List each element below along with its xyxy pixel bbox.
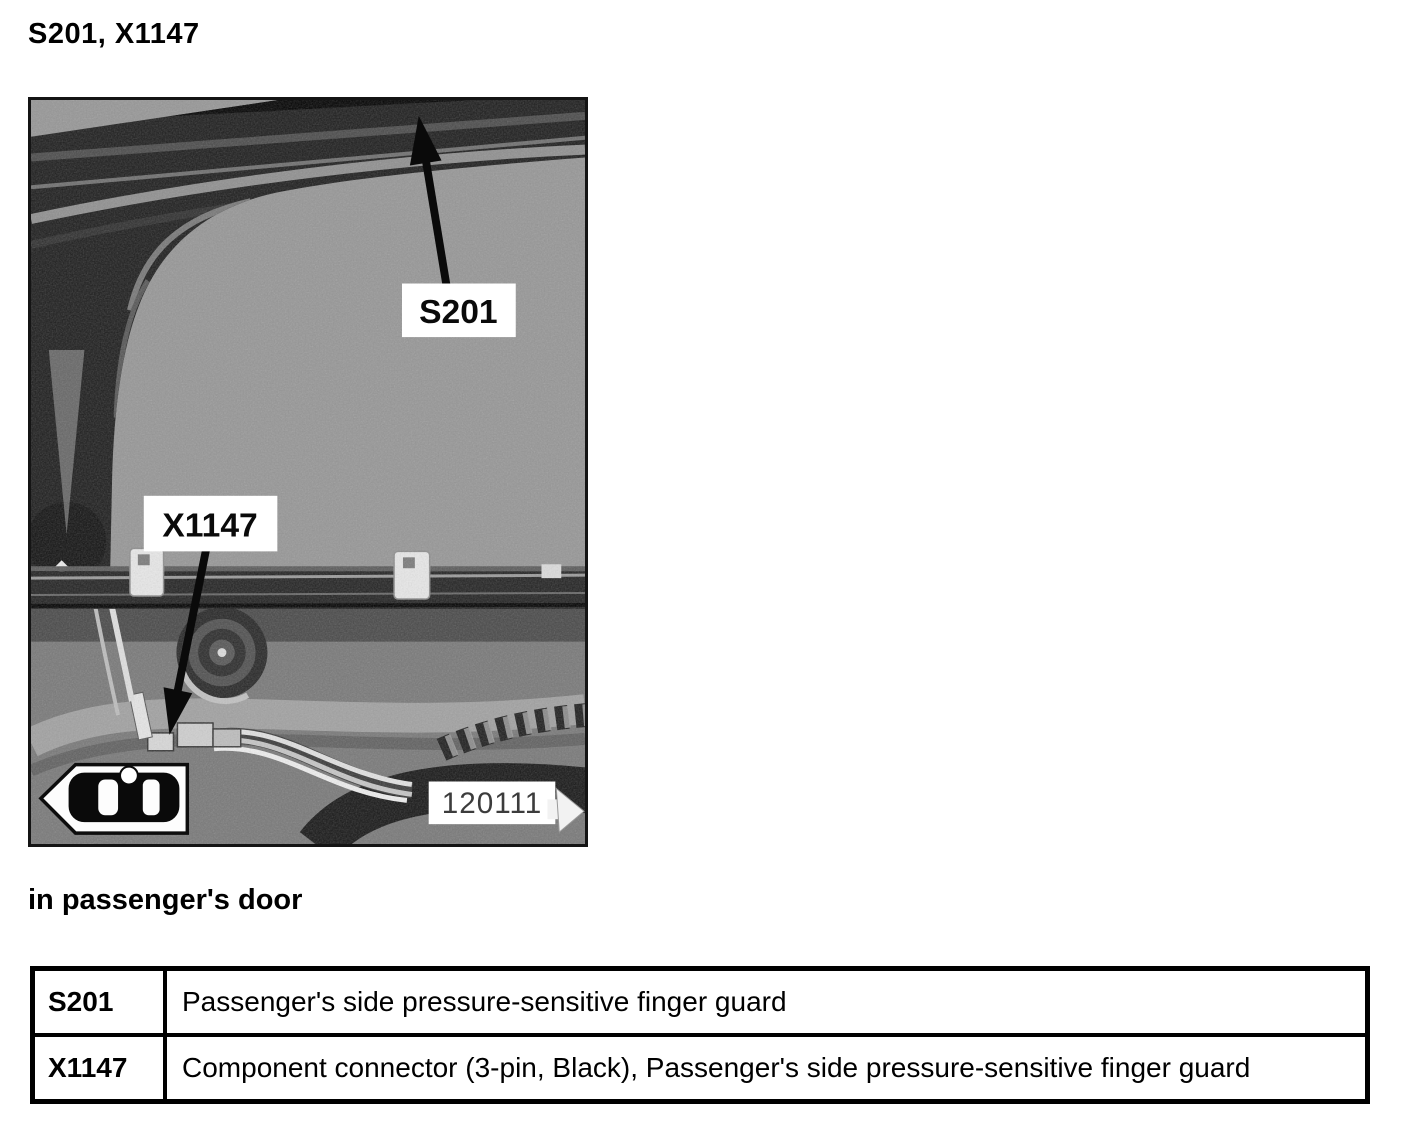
component-description: Component connector (3-pin, Black), Passenger's side pressure-sensitive finger guard (165, 1035, 1368, 1102)
component-code: X1147 (33, 1035, 166, 1102)
location-caption: in passenger's door (28, 884, 303, 916)
location-marker-dot (120, 767, 138, 785)
component-description: Passenger's side pressure-sensitive finger guard (165, 969, 1368, 1036)
table-row (33, 1035, 1368, 1102)
image-number: 120111 (441, 787, 543, 821)
callout-x1147-label: X1147 (162, 507, 258, 545)
car-location-icon (41, 765, 187, 833)
legend-table (30, 966, 1370, 1104)
photo-scene (31, 100, 585, 844)
car-windshield (98, 780, 118, 816)
component-location-photo (28, 97, 588, 847)
component-code: S201 (33, 969, 166, 1036)
table-row (33, 969, 1368, 1036)
callout-s201-label: S201 (419, 294, 498, 332)
grain-overlay (31, 100, 585, 844)
page-title: S201, X1147 (28, 18, 200, 50)
car-rear-window (143, 780, 160, 816)
